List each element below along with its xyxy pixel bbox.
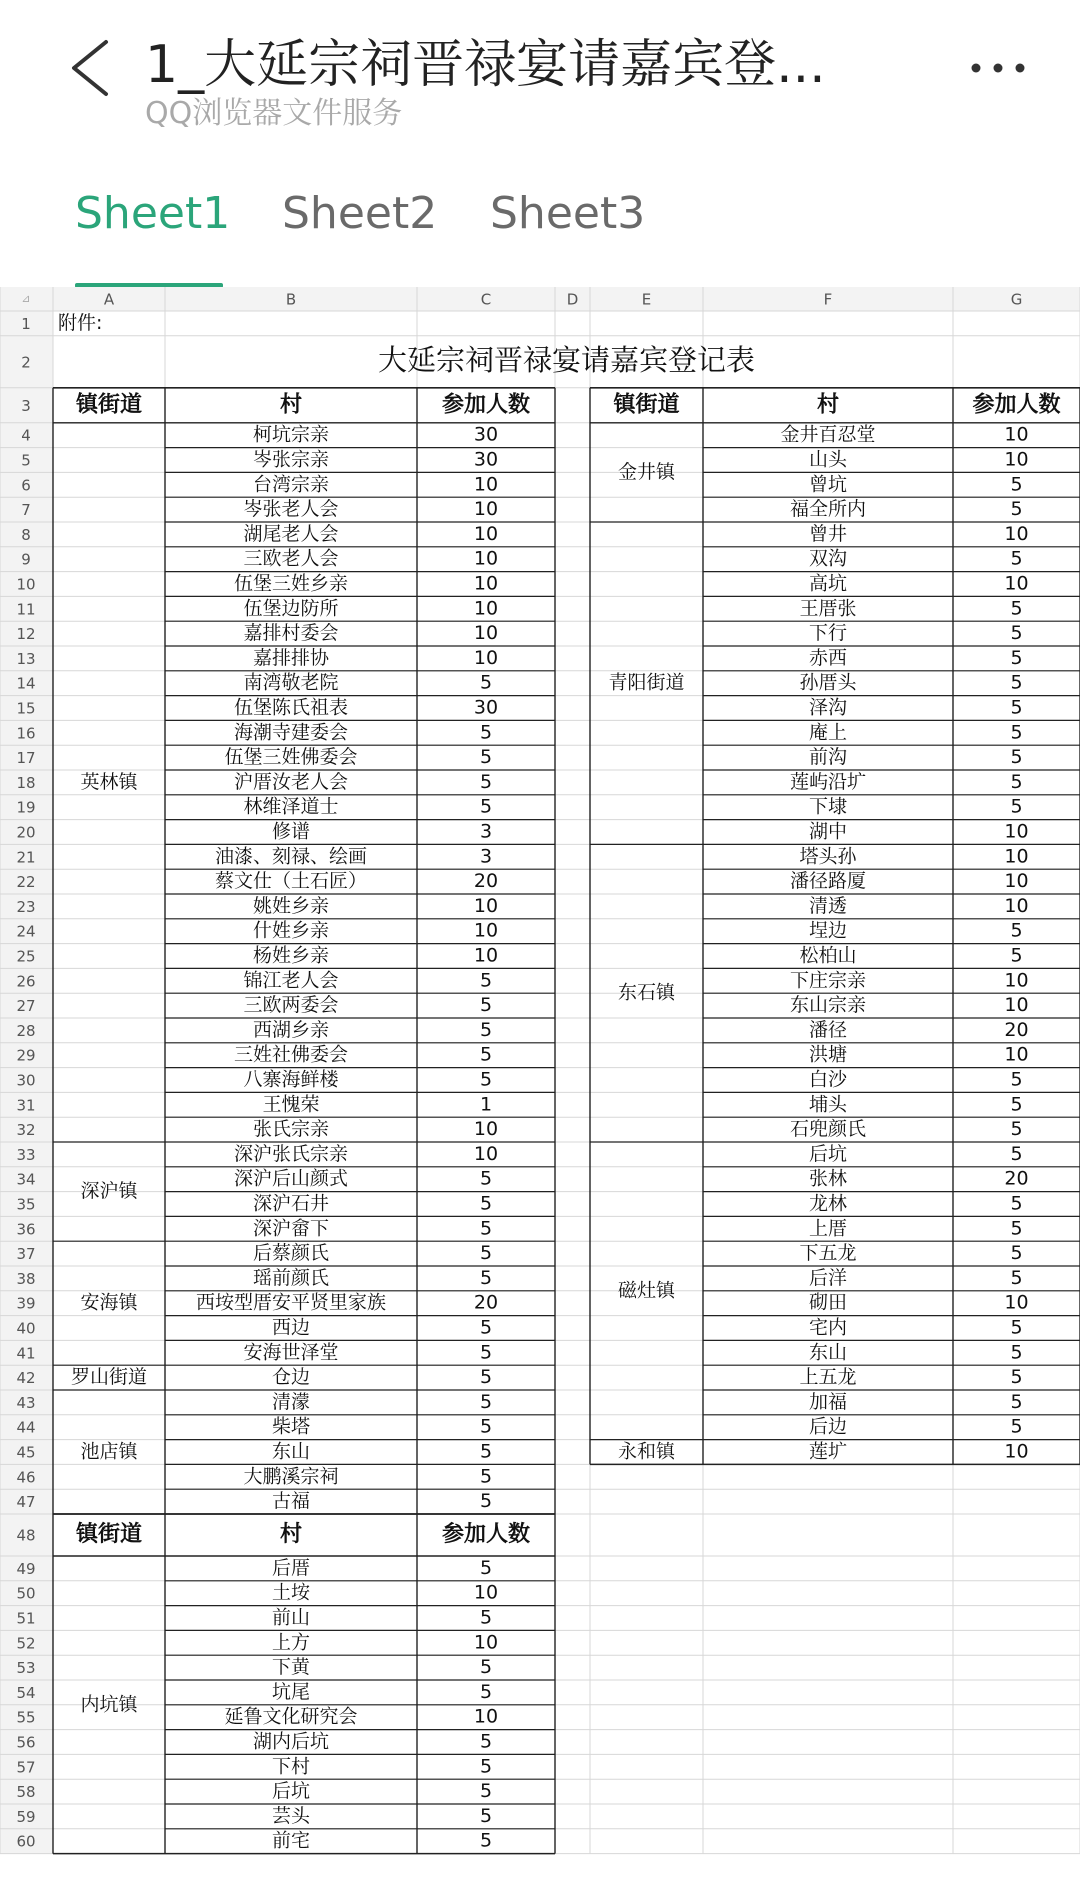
right-village-cell: 金井百忍堂: [780, 423, 876, 446]
bottom-village-cell: 芸头: [271, 1804, 311, 1827]
left-count-cell: 3: [479, 845, 493, 868]
right-count-cell: 5: [1010, 795, 1023, 818]
left-count-cell: 5: [479, 1341, 493, 1364]
row-number: 32: [16, 1121, 36, 1140]
bottom-count-cell: 5: [479, 1606, 493, 1629]
column-header-e: E: [641, 290, 652, 309]
more-horizontal-icon[interactable]: [968, 50, 1028, 80]
row-number: 24: [16, 922, 36, 941]
left-village-cell: 油漆、刻禄、绘画: [214, 845, 368, 868]
row-number: 45: [16, 1443, 36, 1462]
right-count-cell: 5: [1010, 1142, 1023, 1165]
left-village-cell: 岑张宗亲: [252, 448, 330, 471]
right-village-cell: 龙林: [808, 1192, 848, 1215]
row-number: 31: [16, 1096, 36, 1115]
left-village-cell: 杨姓乡亲: [252, 944, 330, 967]
row-number: 49: [16, 1559, 36, 1578]
left-village-cell: 大鹏溪宗祠: [243, 1465, 339, 1488]
row-number: 52: [16, 1634, 36, 1653]
row-number: 3: [21, 396, 31, 415]
bottom-header-2: 参加人数: [441, 1522, 531, 1547]
bottom-village-cell: 下村: [271, 1755, 311, 1778]
right-town-cell: 磁灶镇: [617, 1279, 676, 1302]
right-village-cell: 埕边: [808, 919, 848, 942]
left-count-cell: 5: [479, 1043, 493, 1066]
right-village-cell: 上厝: [808, 1217, 848, 1240]
right-count-cell: 5: [1010, 1316, 1023, 1339]
left-count-cell: 5: [479, 721, 493, 744]
left-village-cell: 锦江老人会: [243, 969, 339, 992]
column-header-bar: [0, 287, 1080, 311]
left-count-cell: 5: [479, 746, 493, 769]
left-village-cell: 瑶前颜氏: [252, 1266, 330, 1289]
left-village-cell: 深沪畲下: [252, 1217, 330, 1240]
left-count-cell: 10: [473, 622, 499, 645]
left-village-cell: 西边: [271, 1316, 311, 1339]
left-count-cell: 10: [473, 646, 499, 669]
sheet-tabs: [0, 140, 1080, 288]
bottom-count-cell: 5: [479, 1780, 493, 1803]
right-count-cell: 10: [1004, 845, 1029, 868]
right-count-cell: 10: [1004, 994, 1029, 1017]
row-number: 14: [16, 674, 36, 693]
right-count-cell: 5: [1010, 746, 1023, 769]
row-number: 40: [16, 1319, 36, 1338]
right-village-cell: 东山: [808, 1341, 848, 1364]
left-count-cell: 5: [479, 1192, 493, 1215]
bottom-village-cell: 下黄: [271, 1656, 311, 1679]
right-count-cell: 20: [1004, 1018, 1029, 1041]
right-village-cell: 潘径: [808, 1018, 848, 1041]
right-count-cell: 5: [1010, 646, 1023, 669]
row-number: 20: [16, 823, 36, 842]
right-village-cell: 湖中: [808, 820, 848, 843]
row-number: 28: [16, 1021, 36, 1040]
spreadsheet-svg: [0, 287, 1080, 1895]
row-number: 34: [16, 1170, 36, 1189]
left-village-cell: 王愧荣: [262, 1093, 320, 1116]
chevron-left-icon[interactable]: [62, 38, 122, 98]
row-number: 4: [21, 426, 31, 445]
right-village-cell: 宅内: [808, 1316, 848, 1339]
left-count-cell: 10: [473, 522, 499, 545]
left-count-cell: 5: [479, 1068, 493, 1091]
left-village-cell: 西垵型厝安平贤里家族: [195, 1291, 387, 1314]
right-count-cell: 5: [1010, 622, 1023, 645]
right-village-cell: 后洋: [808, 1266, 848, 1289]
right-count-cell: 10: [1004, 894, 1029, 917]
left-count-cell: 5: [479, 1366, 493, 1389]
left-count-cell: 5: [479, 770, 493, 793]
left-village-cell: 嘉排村委会: [243, 622, 339, 645]
row-number: 1: [21, 314, 31, 333]
left-count-cell: 10: [473, 498, 499, 521]
row-number: 18: [16, 773, 36, 792]
right-village-cell: 下庄宗亲: [789, 969, 867, 992]
right-town-cell: 青阳街道: [608, 671, 685, 694]
left-count-cell: 5: [479, 1390, 493, 1413]
row-number: 43: [16, 1393, 36, 1412]
left-village-cell: 三欧老人会: [243, 547, 339, 570]
attachment-label: 附件:: [58, 311, 103, 334]
bottom-count-cell: 10: [473, 1631, 499, 1654]
row-number: 7: [21, 501, 31, 520]
left-village-cell: 海潮寺建委会: [233, 721, 349, 744]
left-village-cell: 三欧两委会: [243, 994, 339, 1017]
right-count-cell: 10: [1004, 423, 1029, 446]
left-village-cell: 八寨海鲜楼: [243, 1068, 339, 1091]
left-count-cell: 5: [479, 1415, 493, 1438]
row-number: 59: [16, 1807, 36, 1826]
left-village-cell: 仓边: [271, 1366, 311, 1389]
right-count-cell: 10: [1004, 522, 1029, 545]
row-number: 33: [16, 1145, 36, 1164]
left-header-2: 参加人数: [441, 392, 531, 418]
bottom-count-cell: 5: [479, 1656, 493, 1679]
right-village-cell: 张林: [808, 1167, 848, 1190]
row-number: 55: [16, 1708, 36, 1727]
right-village-cell: 莲圹: [808, 1440, 848, 1463]
left-count-cell: 10: [473, 1142, 499, 1165]
right-count-cell: 10: [1004, 572, 1029, 595]
right-village-cell: 清透: [808, 894, 848, 917]
row-number: 29: [16, 1046, 36, 1065]
row-number: 15: [16, 699, 36, 718]
left-village-cell: 深沪张氏宗亲: [233, 1142, 349, 1165]
left-village-cell: 南湾敬老院: [243, 671, 339, 694]
right-count-cell: 5: [1010, 547, 1023, 570]
right-village-cell: 后坑: [808, 1142, 848, 1165]
column-header-c: C: [480, 290, 492, 309]
bottom-count-cell: 5: [479, 1730, 493, 1753]
tab-sheet3[interactable]: Sheet3: [490, 188, 646, 239]
right-village-cell: 东山宗亲: [789, 994, 867, 1017]
left-count-cell: 30: [473, 423, 499, 446]
row-number: 2: [21, 353, 31, 372]
left-count-cell: 20: [473, 1291, 499, 1314]
left-village-cell: 后蔡颜氏: [252, 1242, 330, 1265]
right-village-cell: 洪塘: [808, 1043, 848, 1066]
right-village-cell: 庵上: [808, 721, 848, 744]
right-count-cell: 5: [1010, 696, 1023, 719]
left-count-cell: 10: [473, 572, 499, 595]
right-header-1: 村: [816, 392, 840, 418]
column-header-f: F: [823, 290, 833, 309]
bottom-village-cell: 上方: [271, 1631, 311, 1654]
right-village-cell: 双沟: [808, 547, 848, 570]
row-number: 57: [16, 1758, 36, 1777]
row-number: 11: [16, 600, 36, 619]
right-village-cell: 曾井: [808, 522, 848, 545]
left-village-cell: 安海世泽堂: [243, 1341, 339, 1364]
left-count-cell: 5: [479, 994, 493, 1017]
app-header: [0, 0, 1080, 141]
service-subtitle: QQ浏览器文件服务: [145, 96, 403, 131]
left-count-cell: 1: [479, 1093, 493, 1116]
right-count-cell: 5: [1010, 1068, 1023, 1091]
corner-icon: ⊿: [21, 292, 31, 305]
right-count-cell: 5: [1010, 721, 1023, 744]
left-count-cell: 5: [479, 1266, 493, 1289]
right-village-cell: 后边: [808, 1415, 848, 1438]
bottom-header-0: 镇街道: [75, 1522, 143, 1547]
left-count-cell: 5: [479, 1242, 493, 1265]
table-title: 大延宗祠晋禄宴请嘉宾登记表: [377, 342, 756, 377]
right-village-cell: 莲屿沿圹: [789, 770, 867, 793]
left-village-cell: 深沪石井: [252, 1192, 330, 1215]
right-count-cell: 5: [1010, 770, 1023, 793]
bottom-village-cell: 前山: [271, 1606, 311, 1629]
left-count-cell: 5: [479, 969, 493, 992]
left-village-cell: 伍堡边防所: [243, 597, 339, 620]
left-village-cell: 湖尾老人会: [243, 522, 339, 545]
row-number: 13: [16, 649, 36, 668]
row-number: 19: [16, 798, 36, 817]
left-village-cell: 沪厝汝老人会: [233, 770, 349, 793]
left-village-cell: 柴塔: [271, 1415, 311, 1438]
row-number: 22: [16, 873, 36, 892]
left-town-cell: 深沪镇: [80, 1180, 138, 1203]
row-number: 25: [16, 947, 36, 966]
bottom-count-cell: 5: [479, 1804, 493, 1827]
tab-sheet2[interactable]: Sheet2: [282, 188, 438, 239]
right-village-cell: 松柏山: [799, 944, 857, 967]
row-number: 17: [16, 749, 36, 768]
row-number: 54: [16, 1683, 36, 1702]
right-town-cell: 金井镇: [617, 460, 676, 483]
row-number: 21: [16, 848, 36, 867]
left-count-cell: 5: [479, 795, 493, 818]
row-number: 44: [16, 1418, 36, 1437]
right-count-cell: 10: [1004, 1043, 1029, 1066]
right-village-cell: 福全所内: [789, 498, 867, 521]
right-count-cell: 5: [1010, 1217, 1023, 1240]
right-village-cell: 下埭: [808, 795, 848, 818]
right-count-cell: 10: [1004, 870, 1029, 893]
bottom-count-cell: 5: [479, 1755, 493, 1778]
row-number: 27: [16, 997, 36, 1016]
row-number: 36: [16, 1220, 36, 1239]
right-village-cell: 下五龙: [799, 1242, 857, 1265]
left-count-cell: 5: [479, 1316, 493, 1339]
bottom-count-cell: 5: [479, 1829, 493, 1852]
left-village-cell: 西湖乡亲: [252, 1018, 330, 1041]
bottom-village-cell: 后厝: [271, 1556, 311, 1579]
left-header-1: 村: [279, 392, 303, 418]
right-village-cell: 山头: [808, 448, 848, 471]
bottom-count-cell: 5: [479, 1680, 493, 1703]
left-village-cell: 伍堡三姓乡亲: [233, 572, 349, 595]
row-number: 56: [16, 1733, 36, 1752]
left-village-cell: 什姓乡亲: [252, 919, 330, 942]
right-count-cell: 10: [1004, 1291, 1029, 1314]
left-village-cell: 林维泽道士: [243, 795, 339, 818]
row-number: 60: [16, 1832, 36, 1851]
left-town-cell: 安海镇: [80, 1291, 138, 1314]
left-count-cell: 5: [479, 671, 493, 694]
document-title: 1_大延宗祠晋禄宴请嘉宾登...: [145, 35, 826, 95]
right-count-cell: 5: [1010, 1366, 1023, 1389]
bottom-village-cell: 土垵: [271, 1581, 311, 1604]
right-village-cell: 孙厝头: [799, 671, 857, 694]
left-header-0: 镇街道: [75, 392, 143, 418]
row-number: 5: [21, 451, 31, 470]
right-count-cell: 20: [1004, 1167, 1029, 1190]
right-village-cell: 塔头孙: [799, 845, 857, 868]
left-village-cell: 清濛: [271, 1390, 311, 1413]
left-village-cell: 蔡文仕（土石匠）: [214, 870, 368, 893]
right-count-cell: 5: [1010, 498, 1023, 521]
row-number: 6: [21, 476, 31, 495]
row-number: 51: [16, 1609, 36, 1628]
row-number: 23: [16, 897, 36, 916]
left-count-cell: 5: [479, 1018, 493, 1041]
left-village-cell: 东山: [271, 1440, 311, 1463]
left-count-cell: 5: [479, 1217, 493, 1240]
left-count-cell: 3: [479, 820, 493, 843]
right-village-cell: 白沙: [808, 1068, 848, 1091]
left-village-cell: 修谱: [271, 820, 311, 843]
left-count-cell: 10: [473, 547, 499, 570]
column-header-b: B: [285, 290, 297, 309]
row-number: 16: [16, 724, 36, 743]
left-count-cell: 10: [473, 597, 499, 620]
right-count-cell: 5: [1010, 1341, 1023, 1364]
left-count-cell: 10: [473, 944, 499, 967]
left-count-cell: 5: [479, 1440, 493, 1463]
left-count-cell: 10: [473, 894, 499, 917]
left-count-cell: 20: [473, 870, 499, 893]
bottom-village-cell: 湖内后坑: [252, 1730, 330, 1753]
right-village-cell: 潘径路厦: [789, 870, 867, 893]
left-count-cell: 30: [473, 696, 499, 719]
right-village-cell: 高坑: [808, 572, 848, 595]
left-village-cell: 伍堡陈氏祖表: [233, 696, 349, 719]
left-village-cell: 岑张老人会: [243, 498, 339, 521]
right-header-2: 参加人数: [972, 392, 1061, 418]
left-count-cell: 5: [479, 1465, 493, 1488]
right-village-cell: 砌田: [808, 1291, 848, 1314]
right-village-cell: 前沟: [808, 746, 848, 769]
right-village-cell: 泽沟: [808, 696, 848, 719]
right-count-cell: 5: [1010, 944, 1023, 967]
right-count-cell: 5: [1010, 597, 1023, 620]
row-number: 41: [16, 1344, 36, 1363]
row-number: 50: [16, 1584, 36, 1603]
left-town-cell: 罗山街道: [70, 1366, 148, 1389]
right-village-cell: 王厝张: [799, 597, 857, 620]
right-village-cell: 埔头: [808, 1093, 848, 1116]
right-count-cell: 10: [1004, 448, 1029, 471]
row-number: 48: [16, 1526, 36, 1545]
right-village-cell: 赤西: [808, 646, 848, 669]
right-count-cell: 5: [1010, 473, 1023, 496]
column-header-d: D: [566, 290, 579, 309]
row-number: 47: [16, 1493, 36, 1512]
row-number: 9: [21, 550, 31, 569]
right-count-cell: 5: [1010, 1192, 1023, 1215]
left-count-cell: 10: [473, 1118, 499, 1141]
left-village-cell: 柯坑宗亲: [252, 423, 330, 446]
bottom-town-cell: 内坑镇: [80, 1693, 138, 1716]
left-village-cell: 姚姓乡亲: [252, 894, 330, 917]
left-village-cell: 古福: [271, 1490, 311, 1513]
bottom-village-cell: 延鲁文化研究会: [224, 1705, 358, 1728]
right-count-cell: 5: [1010, 671, 1023, 694]
right-count-cell: 5: [1010, 1415, 1023, 1438]
right-village-cell: 下行: [808, 622, 848, 645]
row-number: 58: [16, 1783, 36, 1802]
bottom-village-cell: 后坑: [271, 1780, 311, 1803]
right-count-cell: 5: [1010, 1266, 1023, 1289]
bottom-village-cell: 坑尾: [271, 1680, 311, 1703]
row-number: 46: [16, 1468, 36, 1487]
row-number: 12: [16, 625, 36, 644]
right-village-cell: 上五龙: [799, 1366, 857, 1389]
right-count-cell: 5: [1010, 1093, 1023, 1116]
right-town-cell: 东石镇: [617, 981, 676, 1004]
bottom-header-1: 村: [279, 1522, 303, 1547]
left-count-cell: 10: [473, 919, 499, 942]
left-village-cell: 嘉排排协: [252, 646, 330, 669]
left-village-cell: 深沪后山颜式: [233, 1167, 349, 1190]
right-count-cell: 5: [1010, 1118, 1023, 1141]
row-number: 39: [16, 1294, 36, 1313]
right-count-cell: 10: [1004, 1440, 1029, 1463]
row-number: 8: [21, 525, 31, 544]
row-number: 38: [16, 1269, 36, 1288]
bottom-count-cell: 10: [473, 1705, 499, 1728]
left-town-cell: 池店镇: [80, 1440, 138, 1463]
column-header-a: A: [103, 290, 115, 309]
row-number: 53: [16, 1659, 36, 1678]
left-count-cell: 5: [479, 1490, 493, 1513]
right-header-0: 镇街道: [613, 392, 680, 418]
bottom-count-cell: 5: [479, 1556, 493, 1579]
row-number: 26: [16, 972, 36, 991]
right-count-cell: 5: [1010, 1390, 1023, 1413]
left-count-cell: 30: [473, 448, 499, 471]
right-count-cell: 10: [1004, 969, 1029, 992]
bottom-count-cell: 10: [473, 1581, 499, 1604]
row-number: 35: [16, 1195, 36, 1214]
bottom-village-cell: 前宅: [271, 1829, 311, 1852]
left-town-cell: 英林镇: [80, 770, 138, 793]
right-town-cell: 永和镇: [617, 1440, 676, 1463]
left-count-cell: 10: [473, 473, 499, 496]
left-village-cell: 三姓社佛委会: [233, 1043, 349, 1066]
spreadsheet-grid[interactable]: [0, 287, 1080, 1895]
left-village-cell: 伍堡三姓佛委会: [224, 746, 358, 769]
right-village-cell: 石兜颜氏: [789, 1118, 867, 1141]
right-count-cell: 5: [1010, 1242, 1023, 1265]
row-number: 37: [16, 1245, 36, 1264]
left-village-cell: 台湾宗亲: [252, 473, 330, 496]
right-count-cell: 5: [1010, 919, 1023, 942]
right-village-cell: 曾坑: [808, 473, 848, 496]
row-number: 30: [16, 1071, 36, 1090]
left-village-cell: 张氏宗亲: [252, 1118, 330, 1141]
row-number: 42: [16, 1369, 36, 1388]
right-count-cell: 10: [1004, 820, 1029, 843]
tab-sheet1[interactable]: Sheet1: [75, 188, 231, 239]
left-count-cell: 5: [479, 1167, 493, 1190]
right-village-cell: 加福: [808, 1390, 848, 1413]
column-header-g: G: [1010, 290, 1023, 309]
row-number: 10: [16, 575, 36, 594]
